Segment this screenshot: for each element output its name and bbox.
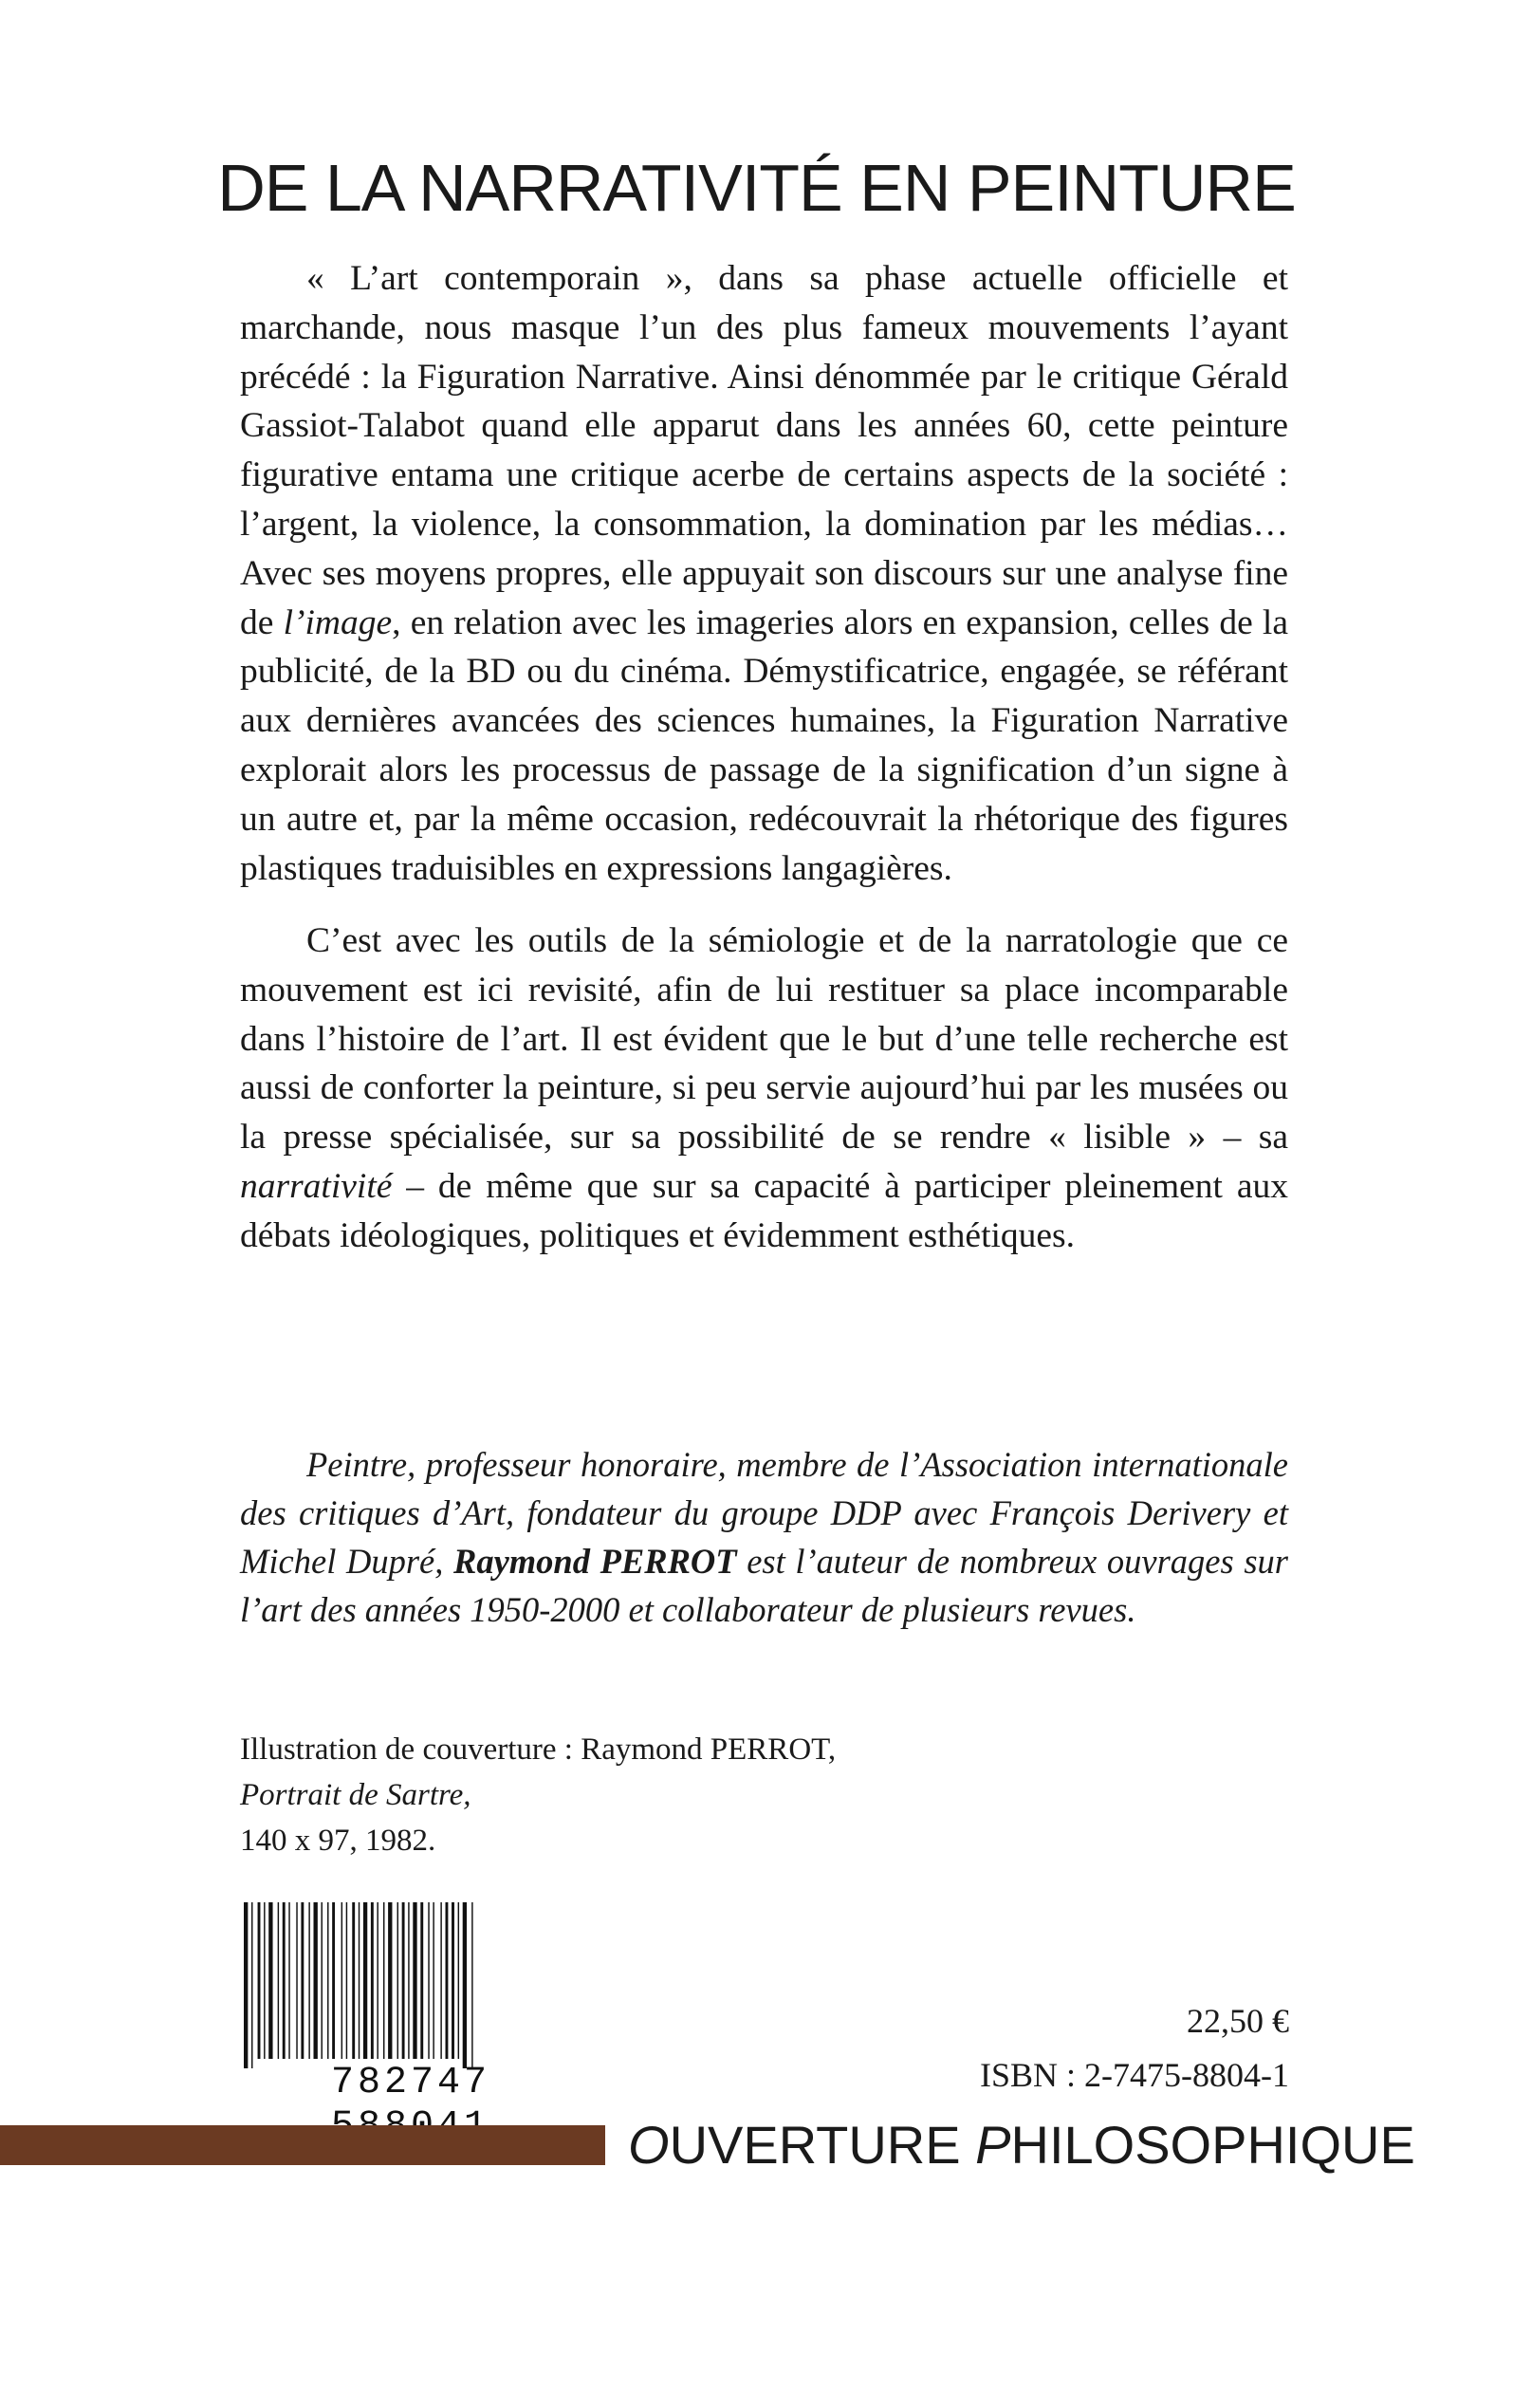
blurb-text: , en relation avec les imageries alors en expansion, celles de la publicité, de la BD ou du cinéma. Démystificatrice, engagée, se référant aux dernières avancées des sciences humaines, la Figuration Narrative explorait alors les processus de passage de la signification d’un signe à un autre et, par la même occasion, redécouvrait la rhétorique des figures plastiques traduisibles en expressions langagières. [240, 602, 1288, 888]
illustration-credit-line: Illustration de couverture : Raymond PERROT, [240, 1732, 837, 1767]
price-label: 22,50 € [1187, 2002, 1289, 2040]
author-name: Raymond PERROT [452, 1542, 737, 1581]
blurb-text: « L’art contemporain », dans sa phase actuelle officielle et marchande, nous masque l’un des plus fameux mouvements l’ayant précédé : la Figuration Narrative. Ainsi dénommée par le critique Gérald Gassiot-Talabot quand elle apparut dans les années 60, cette peinture figurative entama une critique acerbe de certains aspects de la société : l’argent, la violence, la consommation, la domination par les médias… Avec ses moyens propres, elle appuyait son discours sur une analyse fine de [240, 259, 1288, 642]
blurb-italic-term: l’image [283, 602, 393, 642]
cover-illustration-credit [240, 1727, 1094, 1863]
blurb-text: – de même que sur sa capacité à participer pleinement aux débats idéologiques, politiques et évidemment esthétiques. [240, 1166, 1288, 1255]
illustration-work-title: Portrait de Sartre, [240, 1778, 471, 1812]
blurb-paragraph-2 [240, 917, 1288, 1261]
barcode [240, 1902, 581, 2106]
collection-initial: O [628, 2115, 670, 2175]
blurb-paragraph-1 [240, 254, 1288, 893]
illustration-work-line [240, 1772, 1094, 1863]
blurb-text: C’est avec les outils de la sémiologie et de la narratologie que ce mouvement est ici revisité, afin de lui restituer sa place incomparable dans l’histoire de l’art. Il est évident que le but d’une telle recherche est aussi de conforter la peinture, si peu servie aujourd’hui par les musées ou la presse spécialisée, sur sa possibilité de se rendre « lisible » – sa [240, 921, 1288, 1158]
collection-color-band [0, 2125, 605, 2165]
blurb-italic-term: narrativité [240, 1166, 393, 1206]
collection-word: UVERTURE [669, 2115, 976, 2175]
barcode-number: 782747 [330, 2062, 491, 2104]
bio-text: Peintre, professeur honoraire, membre de l’Association internationale des critiques d’Art, fondateur du groupe DDP avec François Derivery et Michel Dupré, [240, 1445, 1288, 1581]
illustration-work-details: 140 x 97, 1982. [240, 1824, 436, 1858]
collection-word: HILOSOPHIQUE [1010, 2115, 1415, 2175]
author-bio [240, 1440, 1288, 1634]
collection-initial: P [975, 2115, 1011, 2175]
barcode-bars [240, 1902, 581, 2068]
book-title: DE LA NARRATIVITÉ EN PEINTURE [217, 151, 1296, 225]
isbn-label: ISBN : 2-7475-8804-1 [980, 2056, 1289, 2094]
collection-name [628, 2112, 1482, 2178]
bio-text: est l’auteur de nombreux ouvrages sur l’art des années 1950-2000 et collaborateur de plusieurs revues. [240, 1542, 1288, 1629]
